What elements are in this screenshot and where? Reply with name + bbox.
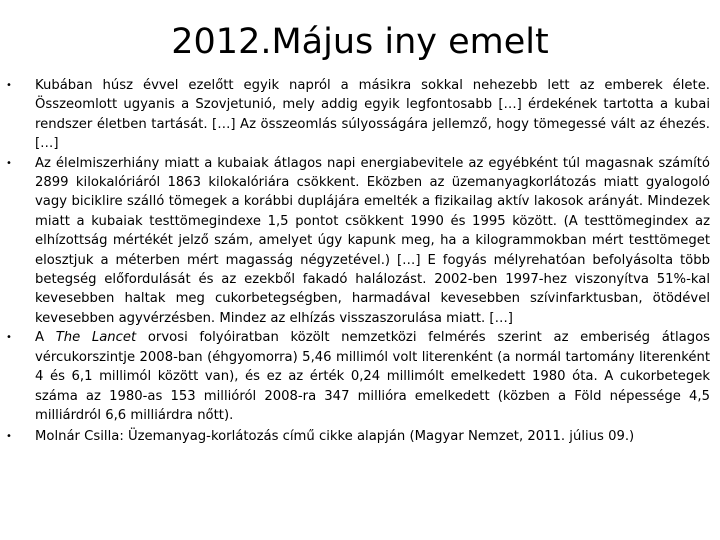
bullet-icon: • [6, 431, 12, 443]
bullet-text: Az élelmiszerhiány miatt a kubaiak átlagos napi energiabevitele az egyébként túl magasnak számító 2899 kilokalóriáról 1863 kilokalóriára csökkent. Eközben az üzemanyagkorlátozás miatt gyalogoló vagy biciklire szálló tömegek a korábbi duplájára emelték a fizikailag aktív lakosok arányát. Mindezek miatt a kubaiak testtömegindexe 1,5 pontot csökkent 1990 és 1995 között. (A testtömegindex az elhízottság mértékét jelző szám, amelyet úgy kapunk meg, ha a kilogrammokban mért testtömeget elosztjuk a méterben mért magasság négyzetével.) […] E fogyás mélyrehatóan befolyásolta több betegség előfordulását és az ezekből fakadó halálozást. 2002-ben 1997-hez viszonyítva 51%-kal kevesebben haltak meg cukorbetegségben, harmadával kevesebben szívinfarktusban, ötödével kevesebben agyvérzésben. Mindez az elhízás visszaszorulása miatt. […] [35, 155, 710, 326]
bullet-icon: • [6, 157, 12, 169]
bullet-icon: • [6, 80, 12, 91]
bullet-icon: • [6, 332, 12, 344]
bullet-list [0, 76, 720, 447]
journal-name: The Lancet [55, 330, 137, 346]
slide-title: 2012.Május iny emelt [171, 22, 549, 62]
bullet-item [0, 427, 720, 446]
bullet-text [35, 328, 710, 425]
bullet-text-before: A [35, 330, 56, 346]
bullet-item [0, 76, 720, 154]
bullet-text-after: orvosi folyóiratban közölt nemzetközi felmérés szerint az emberiség átlagos vércukorszintje 2008-ban (éhgyomorra) 5,46 millimól volt literenként (a normál tartomány literenként 4 és 6,1 millimól között van), és ez az érték 0,24 millimólt emelkedett 1980 óta. A cukorbetegek száma az 1980-as 153 millióról 2008-ra 347 millióra emelkedett (közben a Föld népessége 4,5 milliárdról 6,6 milliárdra nőtt). [35, 330, 711, 423]
bullet-item [0, 328, 720, 425]
bullet-item [0, 154, 720, 329]
source-citation: Molnár Csilla: Üzemanyag-korlátozás című cikke alapján (Magyar Nemzet, 2011. július 09.) [35, 429, 635, 445]
bullet-text: Kubában húsz évvel ezelőtt egyik napról a másikra sokkal nehezebb lett az emberek élete. Összeomlott ugyanis a Szovjetunió, mely addig egyik legfontosabb […] érdekének tartotta a kubai rendszer életben tartását. […] Az összeomlás súlyosságára jellemző, hogy tömegessé vált az éhezés. […] [35, 78, 710, 152]
